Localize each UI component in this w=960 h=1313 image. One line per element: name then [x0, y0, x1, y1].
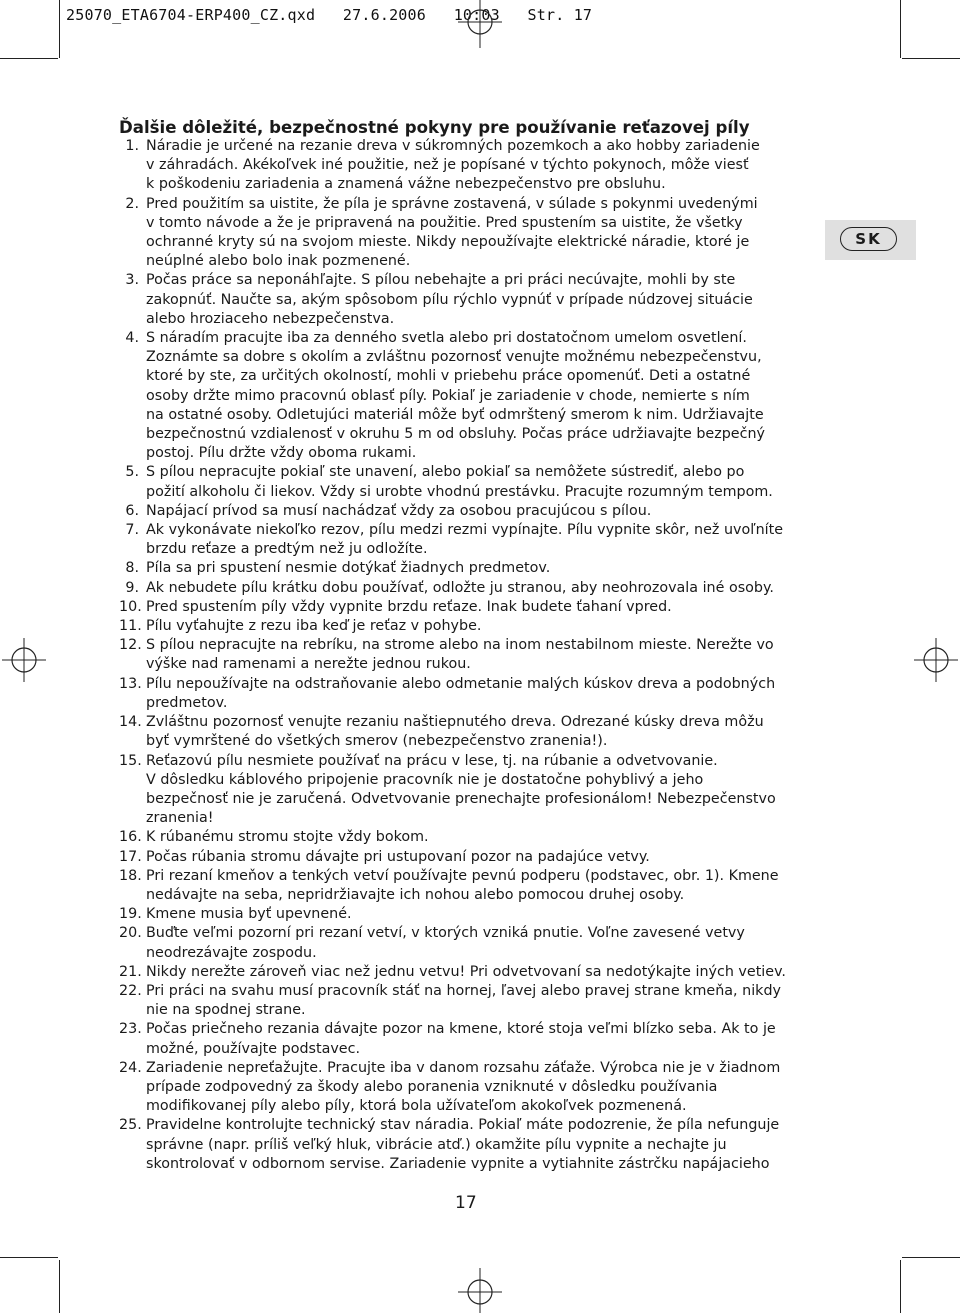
item-number: 24. — [119, 1059, 142, 1076]
list-item — [119, 502, 799, 521]
list-item — [119, 329, 799, 463]
item-number: 23. — [119, 1021, 142, 1038]
item-number: 14. — [119, 714, 142, 731]
registration-mark-bottom-icon — [456, 1268, 504, 1313]
crop-mark-top-left-v — [59, 0, 60, 58]
item-number: 10. — [119, 598, 142, 615]
item-number: 8. — [125, 560, 139, 577]
item-text: Pravidelne kontrolujte technický stav náradia. Pokiaľ máte podozrenie, že píla nefunguje správne (napr. príliš veľký hluk, vibrácie atď.) okamžite pílu vypnite a nechajte ju skontrolovať v odbornom servise. Zariadenie vypnite a vytiahnite zástrčku napájacieho — [146, 1117, 780, 1172]
item-number: 20. — [119, 925, 142, 942]
list-item — [119, 617, 799, 636]
list-item — [119, 867, 799, 905]
item-number: 2. — [125, 195, 139, 212]
item-number: 16. — [119, 829, 142, 846]
safety-instructions-list — [119, 137, 799, 1174]
item-text: Zvláštnu pozornosť venujte rezaniu naštiepnutého dreva. Odrezané kúsky dreva môžu byť vymrštené do všetkých smerov (nebezpečenstvo zranenia!). — [146, 714, 764, 750]
list-item — [119, 713, 799, 751]
crop-mark-top-right-h — [902, 58, 960, 59]
crop-mark-bottom-left-h — [0, 1257, 58, 1258]
page-number: 17 — [455, 1193, 477, 1213]
list-item — [119, 675, 799, 713]
item-number: 21. — [119, 963, 142, 980]
item-text: Píla sa pri spustení nesmie dotýkať žiadnych predmetov. — [146, 560, 551, 577]
list-item — [119, 1059, 799, 1117]
item-number: 11. — [119, 618, 142, 635]
item-text: Pri rezaní kmeňov a tenkých vetví používajte pevnú podperu (podstavec, obr. 1). Kmene nedávajte na seba, nepridržiavajte ich nohou alebo pomocou druhej osoby. — [146, 867, 779, 903]
item-number: 17. — [119, 848, 142, 865]
item-number: 18. — [119, 867, 142, 884]
registration-mark-top-icon — [456, 0, 504, 48]
item-text: Pílu vyťahujte z rezu iba keď je reťaz v pohybe. — [146, 618, 482, 635]
list-item — [119, 1116, 799, 1174]
list-item — [119, 1020, 799, 1058]
item-text: Ak vykonávate niekoľko rezov, pílu medzi rezmi vypínajte. Pílu vypnite skôr, než uvoľníte brzdu reťaze a predtým než ju odložíte. — [146, 522, 784, 558]
list-item — [119, 848, 799, 867]
language-tab — [825, 220, 916, 260]
item-text: Napájací prívod sa musí nachádzať vždy za osobou pracujúcou s pílou. — [146, 502, 652, 519]
list-item — [119, 137, 799, 195]
item-number: 19. — [119, 906, 142, 923]
crop-mark-top-left-h — [0, 58, 58, 59]
item-text: Počas rúbania stromu dávajte pri ustupovaní pozor na padajúce vetvy. — [146, 848, 650, 865]
list-item — [119, 636, 799, 674]
item-text: Pred spustením píly vždy vypnite brzdu reťaze. Inak budete ťahaní vpred. — [146, 598, 672, 615]
list-item — [119, 982, 799, 1020]
item-text: Nikdy nerežte zároveň viac než jednu vetvu! Pri odvetvovaní sa nedotýkajte iných vetiev. — [146, 963, 786, 980]
list-item — [119, 463, 799, 501]
item-text: Pri práci na svahu musí pracovník stáť na hornej, ľavej alebo pravej strane kmeňa, nikdy nie na spodnej strane. — [146, 982, 781, 1019]
list-item — [119, 752, 799, 829]
item-text: Kmene musia byť upevnené. — [146, 906, 352, 923]
language-code: SK — [840, 227, 897, 251]
list-item — [119, 905, 799, 924]
item-number: 25. — [119, 1117, 142, 1134]
list-item — [119, 828, 799, 847]
item-text: Pílu nepoužívajte na odstraňovanie alebo odmetanie malých kúskov dreva a podobných predmetov. — [146, 675, 776, 711]
item-text: S pílou nepracujte na rebríku, na strome alebo na inom nestabilnom mieste. Nerežte vo výške nad ramenami a nerežte jednou rukou. — [146, 637, 774, 673]
item-text: Pred použitím sa uistite, že píla je správne zostavená, v súlade s pokynmi uvedenými v tomto návode a že je pripravená na použitie. Pred spustením sa uistite, že všetky ochranné kryty sú na svojom mieste. Nikdy nepoužívajte elektrické náradie, ktoré je neúplné alebo bolo inak pozmenené. — [146, 195, 758, 270]
item-number: 22. — [119, 982, 142, 999]
page-title: Ďalšie dôležité, bezpečnostné pokyny pre používanie reťazovej píly — [119, 118, 750, 137]
crop-mark-top-right-v — [900, 0, 901, 58]
list-item — [119, 271, 799, 329]
item-number: 7. — [125, 522, 139, 539]
item-number: 15. — [119, 752, 142, 769]
item-text: Počas priečneho rezania dávajte pozor na kmene, ktoré stoja veľmi blízko seba. Ak to je možné, používajte podstavec. — [146, 1021, 776, 1057]
print-slug: 25070_ETA6704-ERP400_CZ.qxd 27.6.2006 10:03 Str. 17 — [66, 6, 593, 24]
item-text: S náradím pracujte iba za denného svetla alebo pri dostatočnom umelom osvetlení. Zoznámte sa dobre s okolím a zvláštnu pozornosť venujte možnému nebezpečenstvu, ktoré by ste, za určitých okolností, mohli v priebehu práce opomenúť. Deti a ostatné osoby držte mimo pracovnú oblasť píly. Pokiaľ je zariadenie v chode, nemierte s ním na ostatné osoby. Odletujúci materiál môže byť odmrštený smerom k nim. Udržiavajte bezpečnostnú vzdialenosť v okruhu 5 m od obsluhy. Počas práce udržiavajte bezpečný postoj. Pílu držte vždy oboma rukami. — [146, 330, 765, 462]
list-item — [119, 598, 799, 617]
item-number: 3. — [125, 272, 139, 289]
list-item — [119, 521, 799, 559]
item-text: Buďte veľmi pozorní pri rezaní vetví, v ktorých vzniká pnutie. Voľne zavesené vetvy neodrezávajte zospodu. — [146, 925, 745, 961]
list-item — [119, 579, 799, 598]
item-text: Počas práce sa neponáhľajte. S pílou nebehajte a pri práci necúvajte, mohli by ste zakopnúť. Naučte sa, akým spôsobom pílu rýchlo vypnúť v prípade núdzovej situácie alebo hroziaceho nebezpečenstva. — [146, 272, 753, 327]
item-text: Ak nebudete pílu krátku dobu používať, odložte ju stranou, aby neohrozovala iné osoby. — [146, 579, 774, 596]
item-number: 12. — [119, 637, 142, 654]
item-number: 9. — [125, 579, 139, 596]
item-text: Zariadenie nepreťažujte. Pracujte iba v danom rozsahu záťaže. Výrobca nie je v žiadnom prípade zodpovedný za škody alebo poranenia vzniknuté v dôsledku používania modifikovanej píly alebo píly, ktorá bola užívateľom akokoľvek pozmenená. — [146, 1059, 781, 1115]
item-text: Reťazovú pílu nesmiete používať na prácu v lese, tj. na rúbanie a odvetvovanie. V dôsledku káblového pripojenie pracovník nie je dostatočne pohyblivý a jeho bezpečnosť nie je zaručená. Odvetvovanie prenechajte profesionálom! Nebezpečenstvo zranenia! — [146, 752, 776, 827]
item-text: K rúbanému stromu stojte vždy bokom. — [146, 829, 429, 846]
list-item — [119, 963, 799, 982]
list-item — [119, 924, 799, 962]
list-item — [119, 559, 799, 578]
crop-mark-bottom-right-h — [902, 1257, 960, 1258]
registration-mark-right-icon — [914, 638, 958, 682]
item-number: 5. — [125, 464, 139, 481]
crop-mark-bottom-left-v — [59, 1260, 60, 1313]
item-number: 13. — [119, 675, 142, 692]
list-item — [119, 195, 799, 272]
crop-mark-bottom-right-v — [900, 1260, 901, 1313]
item-text: S pílou nepracujte pokiaľ ste unavení, alebo pokiaľ sa nemôžete sústrediť, alebo po požití alkoholu či liekov. Vždy si urobte vhodnú prestávku. Pracujte rozumným tempom. — [146, 464, 773, 500]
item-number: 4. — [125, 330, 139, 347]
item-number: 6. — [125, 502, 139, 519]
registration-mark-left-icon — [2, 638, 46, 682]
item-text: Náradie je určené na rezanie dreva v súkromných pozemkoch a ako hobby zariadenie v záhradách. Akékoľvek iné použitie, než je popísané v týchto pokynoch, môže viesť k poškodeniu zariadenia a znamená vážne nebezpečenstvo pre obsluhu. — [146, 138, 760, 193]
item-number: 1. — [125, 138, 139, 154]
